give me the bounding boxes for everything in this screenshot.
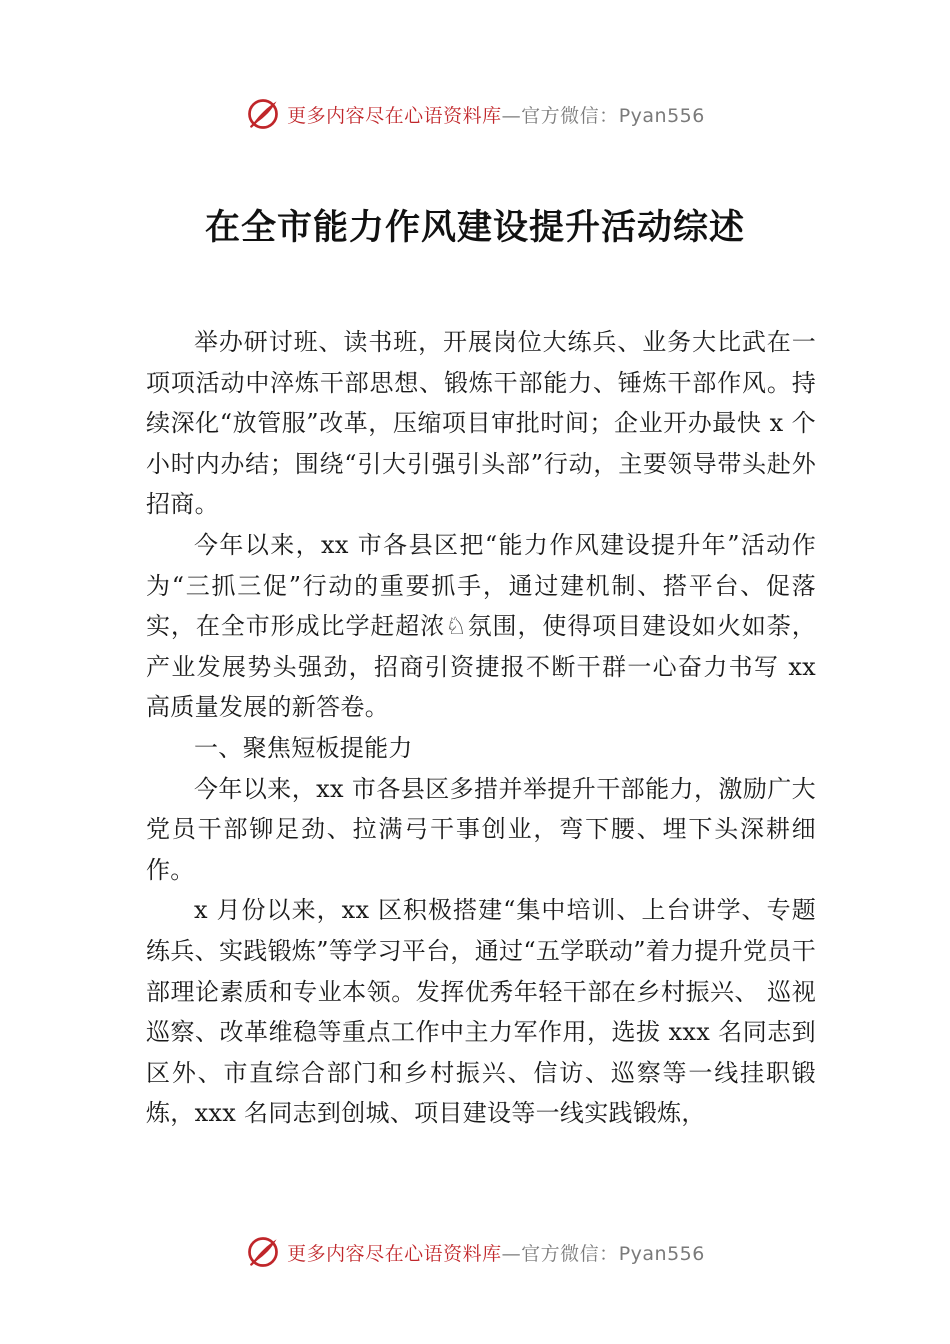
banner-official-label: 官方微信： bbox=[521, 1242, 619, 1265]
paragraph-2: 今年以来，xx 市各县区把“能力作风建设提升年”活动作为“三抓三促”行动的重要抓手，通过建机制、搭平台、促落实，在全市形成比学赶超浓♘氛围，使得项目建设如火如荼，产业发展势头强劲，招商引资捷报不断干群一心奋力书写 xx 高质量发展的新答卷。 bbox=[146, 530, 816, 722]
banner-text bbox=[287, 1239, 705, 1266]
paragraph-1: 举办研讨班、读书班，开展岗位大练兵、业务大比武在一项项活动中淬炼干部思想、锻炼干部能力、锤炼干部作风。持续深化“放管服”改革，压缩项目审批时间；企业开办最快 x 个小时内办结；围绕“引大引强引头部”行动，主要领导带头赴外招商。 bbox=[146, 328, 816, 519]
document-body bbox=[146, 322, 816, 1134]
quill-logo-icon bbox=[245, 96, 281, 132]
banner-wechat-id: Pyan556 bbox=[618, 104, 705, 127]
banner-separator: — bbox=[501, 104, 522, 127]
banner-wechat-id: Pyan556 bbox=[618, 1242, 705, 1265]
section-heading: 一、聚焦短板提能力 bbox=[194, 733, 413, 762]
footer-banner bbox=[0, 1232, 950, 1272]
paragraph-3: 今年以来，xx 市各县区多措并举提升干部能力，激励广大党员干部铆足劲、拉满弓干事创业，弯下腰、埋下头深耕细作。 bbox=[146, 774, 816, 884]
banner-official-label: 官方微信： bbox=[521, 104, 619, 127]
document-title: 在全市能力作风建设提升活动综述 bbox=[204, 207, 745, 248]
paragraph-4: x 月份以来，xx 区积极搭建“集中培训、上台讲学、专题练兵、实践锻炼”等学习平台，通过“五学联动”着力提升党员干部理论素质和专业本领。发挥优秀年轻干部在乡村振兴、 巡视巡察、改革维稳等重点工作中主力军作用，选拔 xxx 名同志到区外、市直综合部门和乡村振兴、信访、巡察等一线挂职锻炼，xxx 名同志到创城、项目建设等一线实践锻炼， bbox=[146, 896, 816, 1128]
banner-source: 更多内容尽在心语资料库 bbox=[287, 1242, 502, 1265]
banner-separator: — bbox=[501, 1242, 522, 1265]
header-banner bbox=[0, 94, 950, 134]
banner-source: 更多内容尽在心语资料库 bbox=[287, 104, 502, 127]
banner-text bbox=[287, 101, 705, 128]
quill-logo-icon bbox=[245, 1234, 281, 1270]
